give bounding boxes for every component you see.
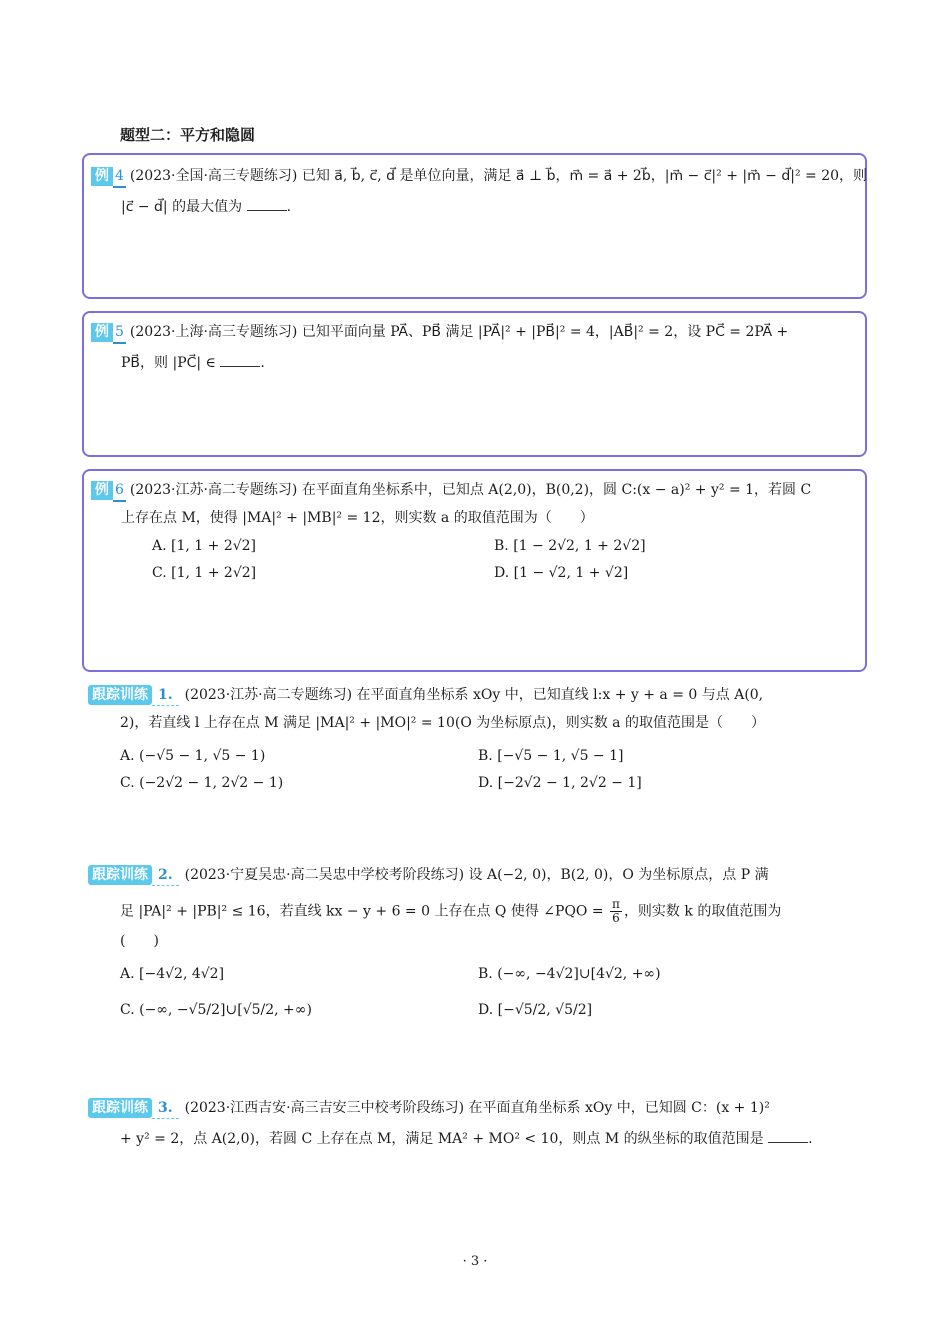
exercise-1-line-1	[88, 685, 763, 706]
example-number: 6	[113, 480, 126, 502]
exercise-3-text-2: + y² = 2，点 A(2,0)，若圆 C 上存在点 M，满足 MA² + MO² < 10，则点 M 的纵坐标的取值范围是	[120, 1131, 764, 1147]
exercise-3-line-2	[120, 1128, 813, 1149]
example-4-text-2: |c⃗ − d⃗| 的最大值为	[121, 199, 243, 215]
exercise-1-text-1: (2023·江苏·高二专题练习) 在平面直角坐标系 xOy 中，已知直线 l:x + y + a = 0 与点 A(0,	[184, 687, 764, 703]
option-b[interactable]: B. (−∞, −4√2]∪[4√2, +∞)	[478, 966, 661, 982]
example-6-line-2: 上存在点 M，使得 |MA|² + |MB|² = 12，则实数 a 的取值范围为（ ）	[121, 510, 594, 526]
section-title: 题型二：平方和隐圆	[120, 126, 256, 144]
exercise-2-line-2	[120, 898, 781, 925]
answer-blank[interactable]	[247, 196, 287, 211]
option-d[interactable]: D. [1 − √2, 1 + √2]	[494, 565, 629, 581]
example-6-box	[82, 469, 867, 672]
example-number: 5	[113, 322, 126, 344]
option-a[interactable]: A. [1, 1 + 2√2]	[152, 538, 257, 554]
exercise-2-line-3: ( )	[120, 933, 159, 949]
option-b[interactable]: B. [1 − 2√2, 1 + 2√2]	[494, 538, 646, 554]
example-number: 4	[113, 166, 126, 188]
example-5-text-1: (2023·上海·高三专题练习) 已知平面向量 PA⃗、PB⃗ 满足 |PA⃗|² + |PB⃗|² = 4，|AB⃗|² = 2，设 PC⃗ = 2PA⃗ +	[129, 324, 789, 340]
exercise-3-line-1	[88, 1098, 770, 1119]
example-4-line-2	[121, 196, 857, 217]
example-6-line-1	[91, 480, 857, 502]
answer-blank[interactable]	[220, 352, 260, 367]
option-c[interactable]: C. (−∞, −√5/2]∪[√5/2, +∞)	[120, 1002, 312, 1018]
exercise-tag: 跟踪训练	[88, 865, 152, 885]
example-tag: 例	[91, 481, 113, 500]
example-4-box	[82, 153, 867, 299]
example-5-line-2	[121, 352, 857, 373]
exercise-2-line-1	[88, 865, 769, 886]
exercise-2-text-1: (2023·宁夏吴忠·高二吴忠中学校考阶段练习) 设 A(−2, 0)，B(2, 0)，O 为坐标原点，点 P 满	[184, 867, 769, 883]
example-5-period: .	[260, 355, 265, 371]
example-4-line-1	[91, 166, 868, 188]
example-5-box	[82, 311, 867, 457]
example-tag: 例	[91, 323, 113, 342]
exercise-tag: 跟踪训练	[88, 685, 152, 705]
exercise-1-line-2: 2)，若直线 l 上存在点 M 满足 |MA|² + |MO|² = 10(O 为坐标原点)，则实数 a 的取值范围是（ ）	[120, 715, 765, 731]
exercise-tag: 跟踪训练	[88, 1098, 152, 1118]
example-tag: 例	[91, 167, 113, 186]
example-5-text-2: PB⃗，则 |PC⃗| ∈	[121, 355, 216, 371]
fraction-pi-over-6	[610, 898, 622, 925]
answer-blank[interactable]	[768, 1128, 808, 1143]
example-4-text-1: (2023·全国·高三专题练习) 已知 a⃗, b⃗, c⃗, d⃗ 是单位向量，满足 a⃗ ⊥ b⃗，m⃗ = a⃗ + 2b⃗，|m⃗ − c⃗|² + |m⃗ − d⃗|² = 20，则	[129, 168, 868, 184]
page-number: · 3 ·	[462, 1254, 488, 1269]
option-c[interactable]: C. (−2√2 − 1, 2√2 − 1)	[120, 775, 284, 791]
option-d[interactable]: D. [−2√2 − 1, 2√2 − 1]	[478, 775, 642, 791]
exercise-3-text-1: (2023·江西吉安·高三吉安三中校考阶段练习) 在平面直角坐标系 xOy 中，已知圆 C：(x + 1)²	[184, 1100, 770, 1116]
option-a[interactable]: A. (−√5 − 1, √5 − 1)	[120, 748, 266, 764]
exercise-number: 1.	[152, 685, 179, 706]
option-b[interactable]: B. [−√5 − 1, √5 − 1]	[478, 748, 624, 764]
exercise-number: 2.	[152, 865, 179, 886]
fraction-numerator: π	[612, 897, 620, 911]
fraction-denominator: 6	[612, 911, 620, 925]
exercise-number: 3.	[152, 1098, 179, 1119]
exercise-3-period: .	[808, 1131, 813, 1147]
example-4-period: .	[286, 199, 292, 215]
example-6-text-1: (2023·江苏·高二专题练习) 在平面直角坐标系中，已知点 A(2,0)，B(0,2)，圆 C:(x − a)² + y² = 1，若圆 C	[129, 482, 812, 498]
option-c[interactable]: C. [1, 1 + 2√2]	[152, 565, 257, 581]
example-5-line-1	[91, 322, 857, 344]
option-a[interactable]: A. [−4√2, 4√2]	[120, 966, 225, 982]
option-d[interactable]: D. [−√5/2, √5/2]	[478, 1002, 593, 1018]
exercise-2-text-2a: 足 |PA|² + |PB|² ≤ 16，若直线 kx − y + 6 = 0 上存在点 Q 使得 ∠PQO =	[120, 903, 604, 920]
exercise-2-text-2b: ，则实数 k 的取值范围为	[623, 903, 782, 920]
